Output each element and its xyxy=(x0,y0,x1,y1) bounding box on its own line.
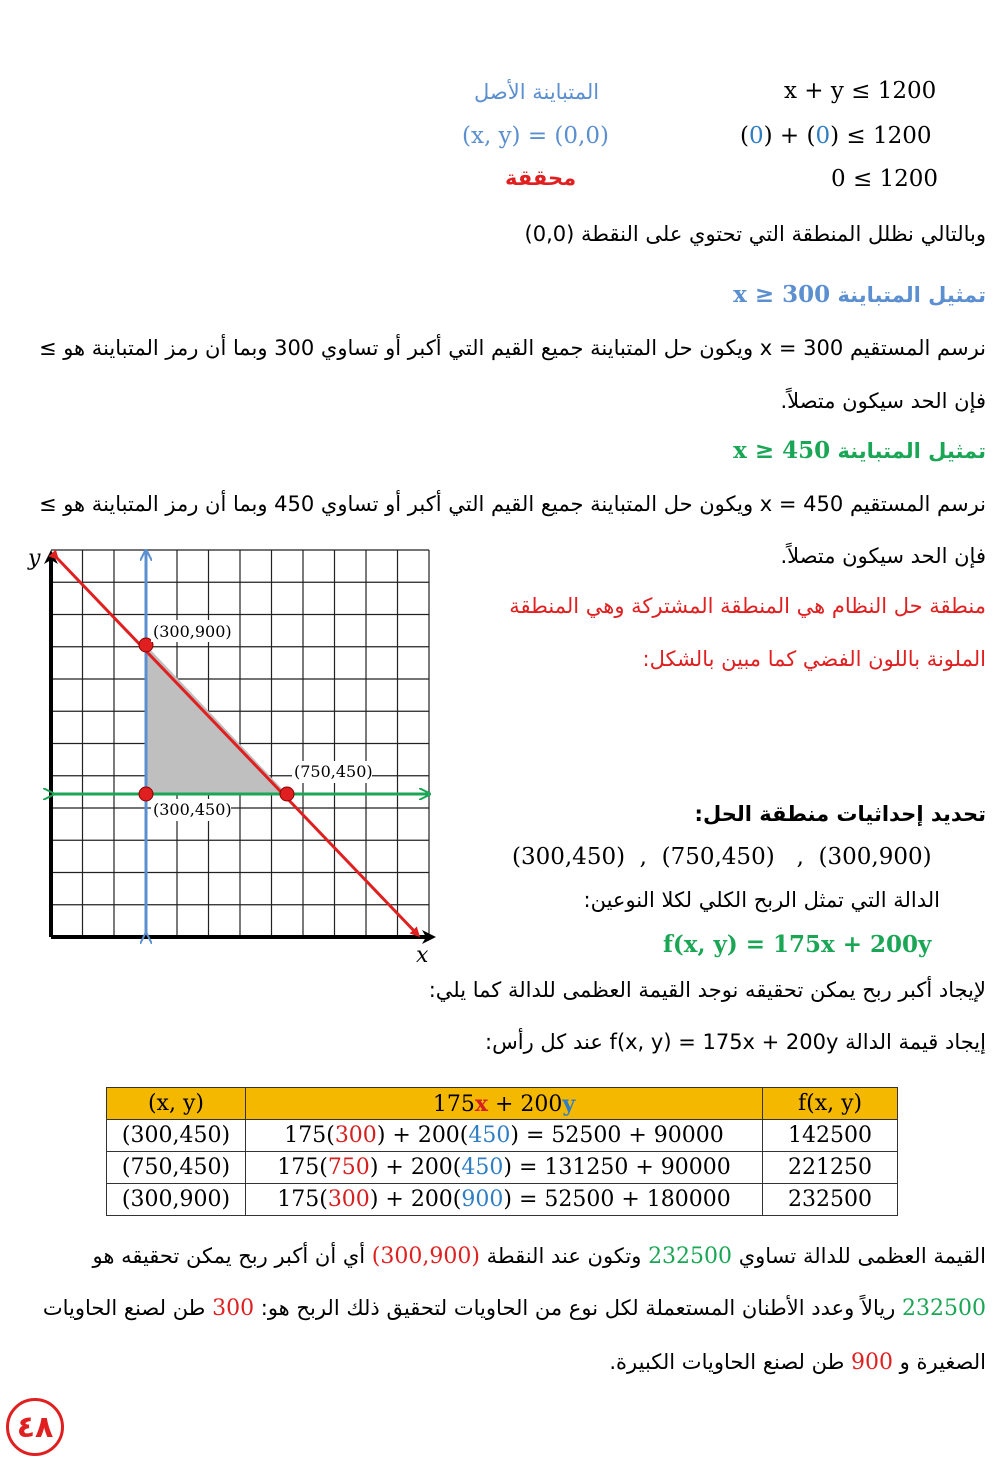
evaluation-table xyxy=(106,1087,898,1216)
label-750-450: (750,450) xyxy=(294,762,373,781)
conclusion-line-1: القيمة العظمى للدالة تساوي 232500 وتكون عند النقطة (300,900) أي أن أكبر ربح يمكن تحقيقه هو xyxy=(92,1244,986,1269)
shade-conclusion: وبالتالي نظلل المنطقة التي تحتوي على النقطة (0,0) xyxy=(524,222,986,246)
satisfied-note: محققة xyxy=(505,166,577,190)
vertices-list: (300,450) , (750,450) , (300,900) xyxy=(512,844,932,870)
test-point-note: (x, y) = (0,0) xyxy=(462,123,609,149)
conclusion-line-2: 232500 ريالاً وعدد الأطنان المستعملة لكل نوع من الحاويات لتحقيق ذلك الربح هو: 300 طن لصنع الحاويات xyxy=(42,1296,986,1321)
grid xyxy=(51,550,429,937)
evaluate-text: إيجاد قيمة الدالة f(x, y) = 175x + 200y عند كل رأس: xyxy=(485,1030,986,1054)
y-axis-label: y xyxy=(28,546,41,571)
solution-region xyxy=(146,645,287,794)
solution-region-text-2: الملونة باللون الفضي كما مبين بالشكل: xyxy=(642,647,986,671)
profit-function: f(x, y) = 175x + 200y xyxy=(663,931,932,958)
feasible-region-graph xyxy=(20,540,440,965)
header-value: f(x, y) xyxy=(763,1088,898,1120)
conclusion-line-3: الصغيرة و 900 طن لصنع الحاويات الكبيرة. xyxy=(609,1350,986,1375)
inequality-result: 0 ≤ 1200 xyxy=(831,166,939,192)
max-profit-text: لإيجاد أكبر ربح يمكن تحقيقه نوجد القيمة العظمى للدالة كما يلي: xyxy=(428,978,986,1002)
label-300-450: (300,450) xyxy=(153,800,232,819)
solution-region-text-1: منطقة حل النظام هي المنطقة المشتركة وهي المنطقة xyxy=(509,594,986,618)
x-axis-label: x xyxy=(416,943,429,965)
profit-function-label: الدالة التي تمثل الربح الكلي لكلا النوعين: xyxy=(583,888,940,912)
y450-conclusion: فإن الحد سيكون متصلاً. xyxy=(780,544,986,568)
table-row: (300,900) 175(300) + 200(900) = 52500 + 180000 232500 xyxy=(107,1184,898,1216)
vertices-heading: تحديد إحداثيات منطقة الحل: xyxy=(694,802,986,826)
page-number: ٤٨ xyxy=(6,1398,64,1456)
inequality-substituted: (0) + (0) ≤ 1200 xyxy=(740,123,932,149)
table-row: (750,450) 175(750) + 200(450) = 131250 + 90000 221250 xyxy=(107,1152,898,1184)
heading-y450: تمثيل المتباينة x ≥ 450 xyxy=(733,437,986,464)
inequality-original: x + y ≤ 1200 xyxy=(784,78,937,104)
vertex-300-450 xyxy=(139,787,153,801)
y450-explanation: نرسم المستقيم x = 450 ويكون حل المتباينة جميع القيم التي أكبر أو تساوي 450 وبما أن رمز المتباينة هو ≥ xyxy=(38,492,986,516)
table-header-row xyxy=(107,1088,898,1120)
x300-explanation: نرسم المستقيم x = 300 ويكون حل المتباينة جميع القيم التي أكبر أو تساوي 300 وبما أن رمز المتباينة هو ≥ xyxy=(38,336,986,360)
original-inequality-note: المتباينة الأصل xyxy=(474,80,600,104)
header-point: (x, y) xyxy=(107,1088,246,1120)
x300-conclusion: فإن الحد سيكون متصلاً. xyxy=(780,389,986,413)
table-row: (300,450) 175(300) + 200(450) = 52500 + 90000 142500 xyxy=(107,1120,898,1152)
vertex-300-900 xyxy=(139,638,153,652)
vertex-750-450 xyxy=(280,787,294,801)
heading-x300: تمثيل المتباينة x ≥ 300 xyxy=(733,281,986,308)
label-300-900: (300,900) xyxy=(153,622,232,641)
header-expression: 175x + 200y xyxy=(245,1088,762,1120)
